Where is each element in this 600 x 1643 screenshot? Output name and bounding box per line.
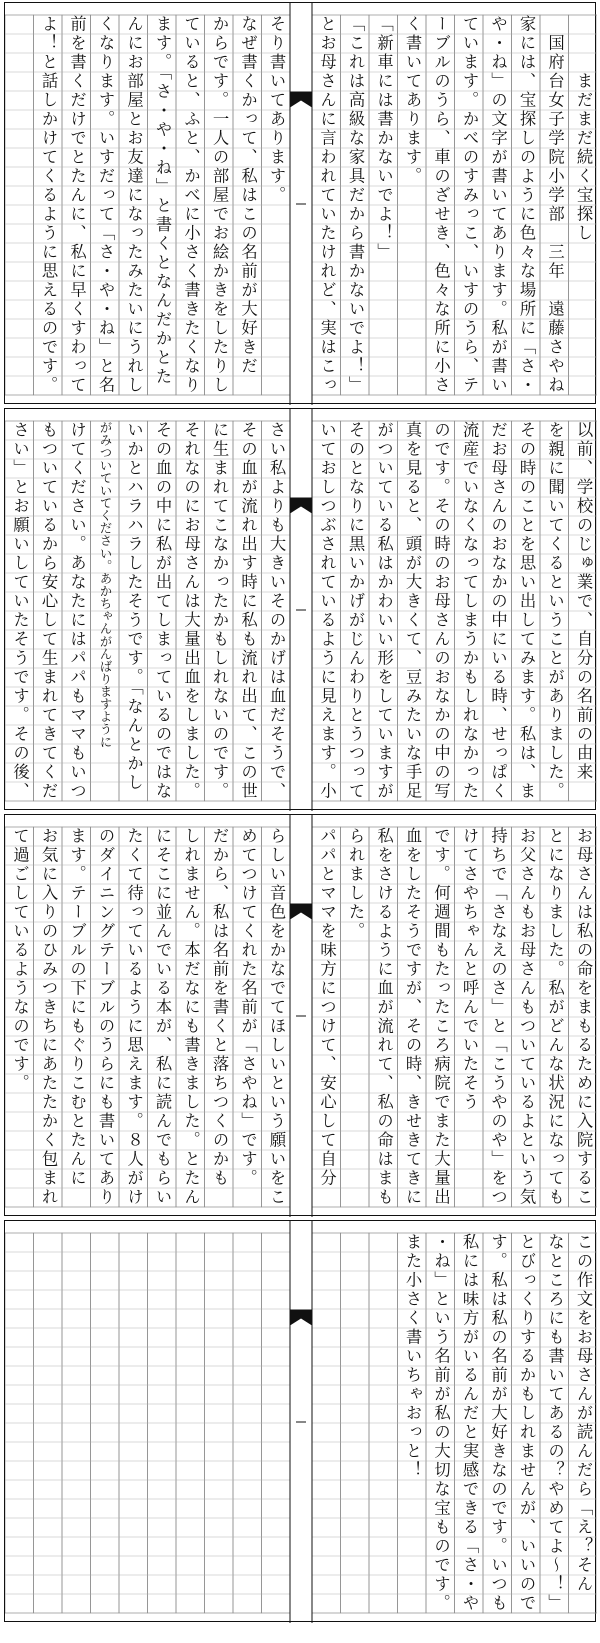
manuscript-column-text: 前を書くだけでとたんに、私に早くすわって (67, 15, 87, 395)
manuscript-column-text: ていると、ふと、かべに小さく書きたくなり (181, 15, 201, 395)
manuscript-column-text: らしい音色をかなでてほしいという願いをこ (267, 827, 286, 1207)
manuscript-column-text: しれません。本だなにも書きました。とたん (181, 827, 201, 1207)
manuscript-column-text: られました。 (346, 827, 365, 941)
manuscript-column-text: また小さく書いちゃおっと！ (403, 1233, 422, 1480)
manuscript-column-text: けてさやちゃんと呼んでいたそう (460, 827, 479, 1112)
manuscript-column-text: その血が流れ出す時に私も流れ出て、この世 (238, 421, 258, 801)
manuscript-column-text: とになりました。私がどんな状況になっても (545, 827, 565, 1207)
manuscript-column-text: て過ごしているようなのです。 (10, 827, 30, 1093)
manuscript-sheet (4, 814, 596, 1216)
manuscript-column-text: 血をしたそうですが、その時、きせきてきに (403, 827, 422, 1207)
manuscript-column-text: にそこに並んでいる本が、私に読んでもらい (153, 827, 172, 1207)
manuscript-column-text: 真を見ると、頭が大きくて、豆みたいな手足 (403, 421, 422, 801)
manuscript-column-text: 私をさけるように血が流れて、私の命はまも (374, 827, 394, 1207)
fishtail-mark-icon (290, 1309, 312, 1325)
manuscript-column-text: ・ね」という名前が私の大切な宝ものです。 (431, 1233, 451, 1613)
manuscript-column-text: なぜ書くかって、私はこの名前が大好きだ (238, 15, 258, 376)
manuscript-sheet (4, 408, 596, 810)
manuscript-column-text: 流産でいなくなってしまうかもしれなかった (460, 421, 479, 801)
manuscript-column-text: 「これは高級な家具だから書かないでよ！」 (346, 15, 365, 395)
manuscript-sheet (4, 2, 596, 404)
manuscript-column-text: いておしつぶされているように見えます。小 (317, 421, 337, 801)
manuscript-column-text: 「新車には書かないでよ！」 (374, 15, 394, 262)
manuscript-column-text: さい私よりも大きいそのかげは血だそうで、 (267, 421, 286, 801)
manuscript-column-text: ます。テーブルの下にもぐりこむとたんに (67, 827, 87, 1188)
manuscript-column-text: たくて待っているように思えます。８人がけ (124, 827, 144, 1207)
manuscript-column-text: のダイニングテーブルのうらにも書いてあり (96, 827, 115, 1207)
manuscript-column-text: 持ちで「さなえのさ」と「こうやのや」をつ (488, 827, 508, 1207)
manuscript-column-text: それなのにお母さんは大量出血をしました。 (181, 421, 201, 801)
manuscript-column-text: とお母さんに言われていたけれど、実はこっ (317, 15, 337, 395)
manuscript-column-text: 以前、学校のじゅ業で、自分の名前の由来 (574, 421, 593, 782)
manuscript-column-text: に生まれてこなかったかもしれないのです。 (210, 421, 229, 801)
manuscript-column-text: んにお部屋とお友達になったみたいにうれし (124, 15, 144, 395)
manuscript-column-text: そり書いてあります。 (267, 15, 286, 205)
manuscript-column-text: いかとハラハラしたそうです。「なんとかし (124, 421, 144, 793)
manuscript-column-text: その血の中に私が出てしまっているのではな (153, 421, 172, 801)
manuscript-column-text: もついているから安心して生まれてきてくだ (39, 421, 58, 801)
manuscript-column-text: この作文をお母さんが読んだら「え？そん (574, 1233, 593, 1594)
manuscript-column-text: その時のことを思い出してみます。私は、ま (517, 421, 536, 801)
manuscript-column-text: 家には、宝探しのように色々な場所に「さ・ (517, 15, 536, 395)
manuscript-column-text: や・ね」の文字が書いてあります。私が書い (488, 15, 508, 395)
manuscript-column-text: ています。かべのすみっこ、いすのうら、テ (460, 15, 479, 395)
manuscript-column-text: のです。その時のお母さんのおなかの中の写 (431, 421, 451, 801)
manuscript-column-text: がついている私はかわいい形をしていますが (374, 421, 394, 801)
manuscript-column-text: お母さんは私の命をまもるために入院するこ (574, 827, 593, 1207)
manuscript-column-text: だから、私は名前を書くと落ちつくのかも (210, 827, 229, 1188)
manuscript-column-text: お気に入りのひみつきちにあたたかく包まれ (39, 827, 58, 1207)
manuscript-column-text: 私には味方がいるんだと実感できる「さ・や (460, 1233, 479, 1613)
manuscript-sheet (4, 1220, 596, 1622)
manuscript-column-text: す。私は私の名前が大好きなのです。いつも (488, 1233, 508, 1613)
essay-title: まだまだ続く宝探し (574, 72, 593, 243)
manuscript-column-text: ます。「さ・や・ね」と書くとなんだかとた (153, 15, 172, 387)
manuscript-column-text: めてつけてくれた名前が「さやね」です。 (238, 827, 258, 1188)
fishtail-mark-icon (290, 903, 312, 919)
manuscript-column-text: く書いてあります。 (403, 15, 422, 186)
manuscript-column-text: です。何週間もたったころ病院でまた大量出 (431, 827, 451, 1207)
manuscript-column-text: ーブルのうら、車のざせき、色々な所に小さ (431, 15, 451, 395)
manuscript-column-text: がみついていてください。あかちゃんがんばりますように (98, 421, 113, 748)
manuscript-column-text: とびっくりするかもしれませんが、いいので (517, 1233, 536, 1613)
manuscript-column-text: そのとなりに黒いかげがじんわりとうつって (346, 421, 365, 801)
manuscript-column-text: を親に聞いてくるということがありました。 (545, 421, 565, 801)
manuscript-column-text: くなります。いすだって「さ・や・ね」と名 (96, 15, 115, 395)
manuscript-column-text: けてください。あなたにはパパもママもいつ (67, 421, 87, 801)
manuscript-column-text: よ！と話しかけてくるように思えるのです。 (39, 15, 58, 395)
author-line: 国府台女子学院小学部 三年 遠藤さやね (545, 34, 565, 395)
manuscript-column-text: からです。一人の部屋でお絵かきをしたりし (210, 15, 229, 395)
manuscript-column-text: パパとママを味方につけて、安心して自分 (317, 827, 337, 1188)
fishtail-mark-icon (290, 91, 312, 107)
manuscript-column-text: なところにも書いてあるの？やめてよ〜！」 (545, 1233, 565, 1613)
manuscript-column-text: さい」とお願いしていたそうです。その後、 (10, 421, 30, 801)
manuscript-column-text: だお母さんのおなかの中にいる時、せっぱく (488, 421, 508, 801)
manuscript-column-text: お父さんもお母さんもついているよという気 (517, 827, 536, 1207)
fishtail-mark-icon (290, 497, 312, 513)
